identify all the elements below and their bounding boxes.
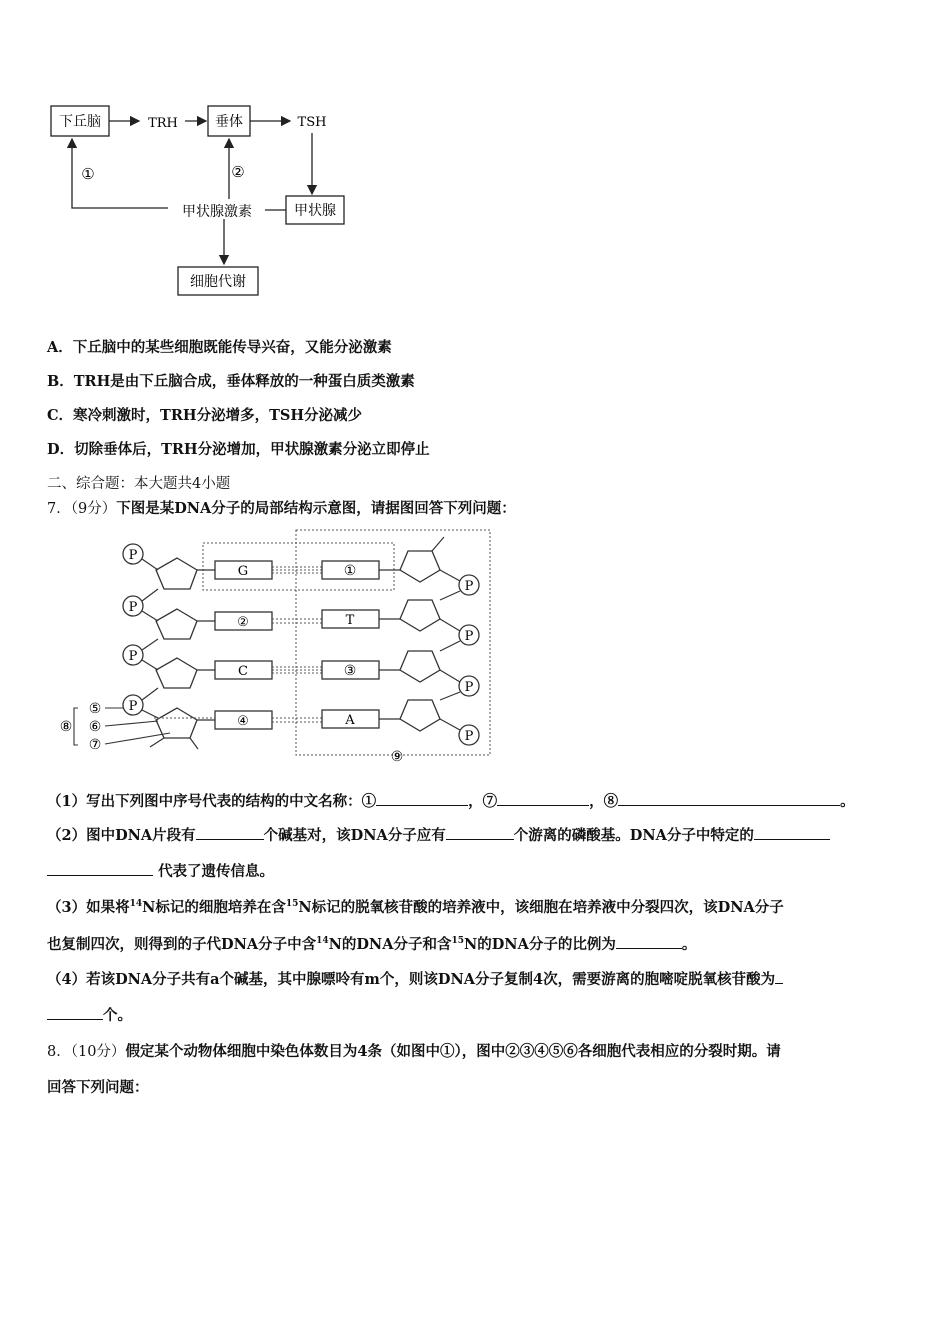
left-backbone [142, 559, 158, 718]
q7-p3-d: 也复制四次，则得到的子代DNA分子中含 [47, 936, 317, 953]
q7-p3-b: N标记的细胞培养在含 [142, 899, 286, 916]
option-b-text: TRH是由下丘脑合成，垂体释放的一种蛋白质类激素 [73, 373, 415, 390]
base-left-1: G [237, 564, 249, 579]
blank-p2-1[interactable] [196, 825, 264, 840]
q7-number: 7． [47, 501, 71, 517]
q7-p3-sup15: 15 [285, 899, 299, 909]
option-a [47, 336, 392, 357]
phosphate-label: P [128, 548, 138, 563]
label-trh: TRH [148, 116, 178, 131]
dna-structure-diagram [50, 525, 500, 770]
q7-score: （9分） [70, 501, 117, 517]
label-5: ⑤ [88, 701, 102, 717]
option-a-text: 下丘脑中的某些细胞既能传导兴奋，又能分泌激素 [72, 339, 392, 356]
phosphate-label: P [128, 649, 138, 664]
q7-part4 [47, 968, 783, 989]
q7-part1 [47, 790, 855, 811]
q7-p1-b: ，⑦ [468, 793, 498, 810]
q7-p3-sup14b: 14 [316, 936, 329, 946]
q7-part4-cont [47, 1004, 132, 1025]
q7-p2-b: 个碱基对，该DNA分子应有 [263, 827, 446, 844]
left-deoxyribose-2 [156, 609, 197, 639]
base-left-4: ④ [237, 714, 249, 729]
box-pituitary-text: 垂体 [215, 114, 243, 130]
q7-part3 [47, 896, 784, 917]
blank-p1-1[interactable] [376, 791, 468, 806]
phosphate-label: P [128, 699, 138, 714]
q7-p2-d: 代表了遗传信息。 [158, 863, 275, 880]
base-right-1: ① [343, 563, 357, 579]
q8-stem-b: 回答下列问题： [47, 1079, 149, 1096]
q7-p1-d: 。 [840, 793, 855, 810]
q7-stem: 下图是某DNA分子的局部结构示意图，请据图回答下列问题： [116, 500, 516, 517]
q7-p3-c: N标记的脱氧核苷酸的培养液中，该细胞在培养液中分裂四次，该DNA分子 [298, 899, 784, 916]
label-tsh: TSH [297, 115, 327, 130]
q7-p3-sup14: 14 [129, 899, 143, 909]
option-b-letter: B． [47, 373, 74, 390]
q7-p1-a: （1）写出下列图中序号代表的结构的中文名称：① [47, 793, 377, 810]
q7-p1-c: ，⑧ [589, 793, 619, 810]
q7-p4-a: （4）若该DNA分子共有a个碱基，其中腺嘌呤有m个，则该DNA分子复制4次，需要游离的胞嘧啶脱氧核苷酸为 [47, 971, 776, 988]
left-phosphates [123, 544, 143, 715]
label-6: ⑥ [88, 719, 102, 735]
q7-p2-c: 个游离的磷酸基。DNA分子中特定的 [513, 827, 754, 844]
q7-p3-g: 。 [681, 936, 697, 953]
label-7: ⑦ [88, 737, 102, 753]
box-thyroid-text: 甲状腺 [294, 203, 336, 219]
blank-p4-1a[interactable] [775, 969, 783, 984]
base-right-3: ③ [343, 663, 357, 679]
blank-p2-2[interactable] [446, 825, 514, 840]
q7-p3-e: N的DNA分子和含 [328, 936, 452, 953]
blank-p3-1[interactable] [616, 934, 682, 949]
box-metabolism-text: 细胞代谢 [190, 274, 246, 290]
blank-p1-3[interactable] [618, 791, 840, 806]
q8-stem-line-2 [47, 1076, 149, 1097]
phosphate-label: P [128, 600, 138, 615]
q7-p3-f: N的DNA分子的比例为 [463, 936, 616, 953]
left-deoxyribose-4 [156, 708, 197, 738]
option-d-letter: D． [47, 441, 75, 458]
base-right-4: A [345, 713, 355, 728]
q8-number: 8． [47, 1044, 71, 1060]
q7-part2-cont [47, 860, 274, 881]
label-circle-1: ① [81, 165, 95, 183]
left-deoxyribose-3 [156, 658, 197, 688]
section-heading: 二、综合题：本大题共4小题 [47, 476, 231, 492]
phosphate-label: P [464, 629, 474, 644]
q7-part2 [47, 824, 830, 845]
label-circle-2: ② [231, 163, 245, 181]
option-d-text: 切除垂体后，TRH分泌增加，甲状腺激素分泌立即停止 [74, 441, 430, 458]
blank-p4-1b[interactable] [47, 1005, 103, 1020]
blank-p2-3[interactable] [754, 825, 830, 840]
option-d [47, 438, 430, 459]
label-thyroid-hormone: 甲状腺激素 [182, 204, 252, 220]
hormone-regulation-diagram [40, 95, 360, 305]
right-phosphates [459, 575, 479, 745]
q7-p4-b: 个。 [103, 1007, 132, 1024]
right-deoxyribose-1 [400, 551, 440, 582]
q8-stem-a: 假定某个动物体细胞中染色体数目为4条（如图中①），图中②③④⑤⑥各细胞代表相应的分裂时期。请 [125, 1043, 781, 1060]
label-9: ⑨ [390, 749, 404, 765]
q7-p3-sup15b: 15 [451, 936, 464, 946]
option-c-letter: C． [47, 407, 74, 424]
blank-p2-4[interactable] [47, 861, 153, 876]
right-deoxyribose-3 [400, 651, 440, 682]
option-c [47, 404, 362, 425]
blank-p1-2[interactable] [497, 791, 589, 806]
q7-p2-a: （2）图中DNA片段有 [47, 827, 196, 844]
q7-part3-cont [47, 933, 696, 954]
box-hypothalamus-text: 下丘脑 [59, 114, 101, 130]
dotted-box-9 [296, 530, 490, 755]
q7-p3-a: （3）如果将 [47, 899, 130, 916]
right-deoxyribose-2 [400, 600, 440, 631]
q7-stem-line [47, 497, 516, 518]
base-right-2: T [345, 613, 355, 628]
phosphate-label: P [464, 680, 474, 695]
q8-stem-line [47, 1040, 781, 1061]
left-deoxyribose-1 [156, 558, 197, 589]
phosphate-label: P [464, 579, 474, 594]
option-c-text: 寒冷刺激时，TRH分泌增多，TSH分泌减少 [73, 407, 363, 424]
option-b [47, 370, 415, 391]
base-left-2: ② [237, 615, 249, 630]
dotted-box-base-pair-1 [203, 543, 394, 590]
right-deoxyribose-4 [400, 700, 440, 731]
phosphate-label: P [464, 729, 474, 744]
right-backbone [440, 570, 460, 730]
q8-score: （10分） [70, 1044, 126, 1060]
base-left-3: C [238, 664, 248, 679]
label-8: ⑧ [59, 719, 73, 735]
option-a-letter: A． [47, 339, 73, 356]
